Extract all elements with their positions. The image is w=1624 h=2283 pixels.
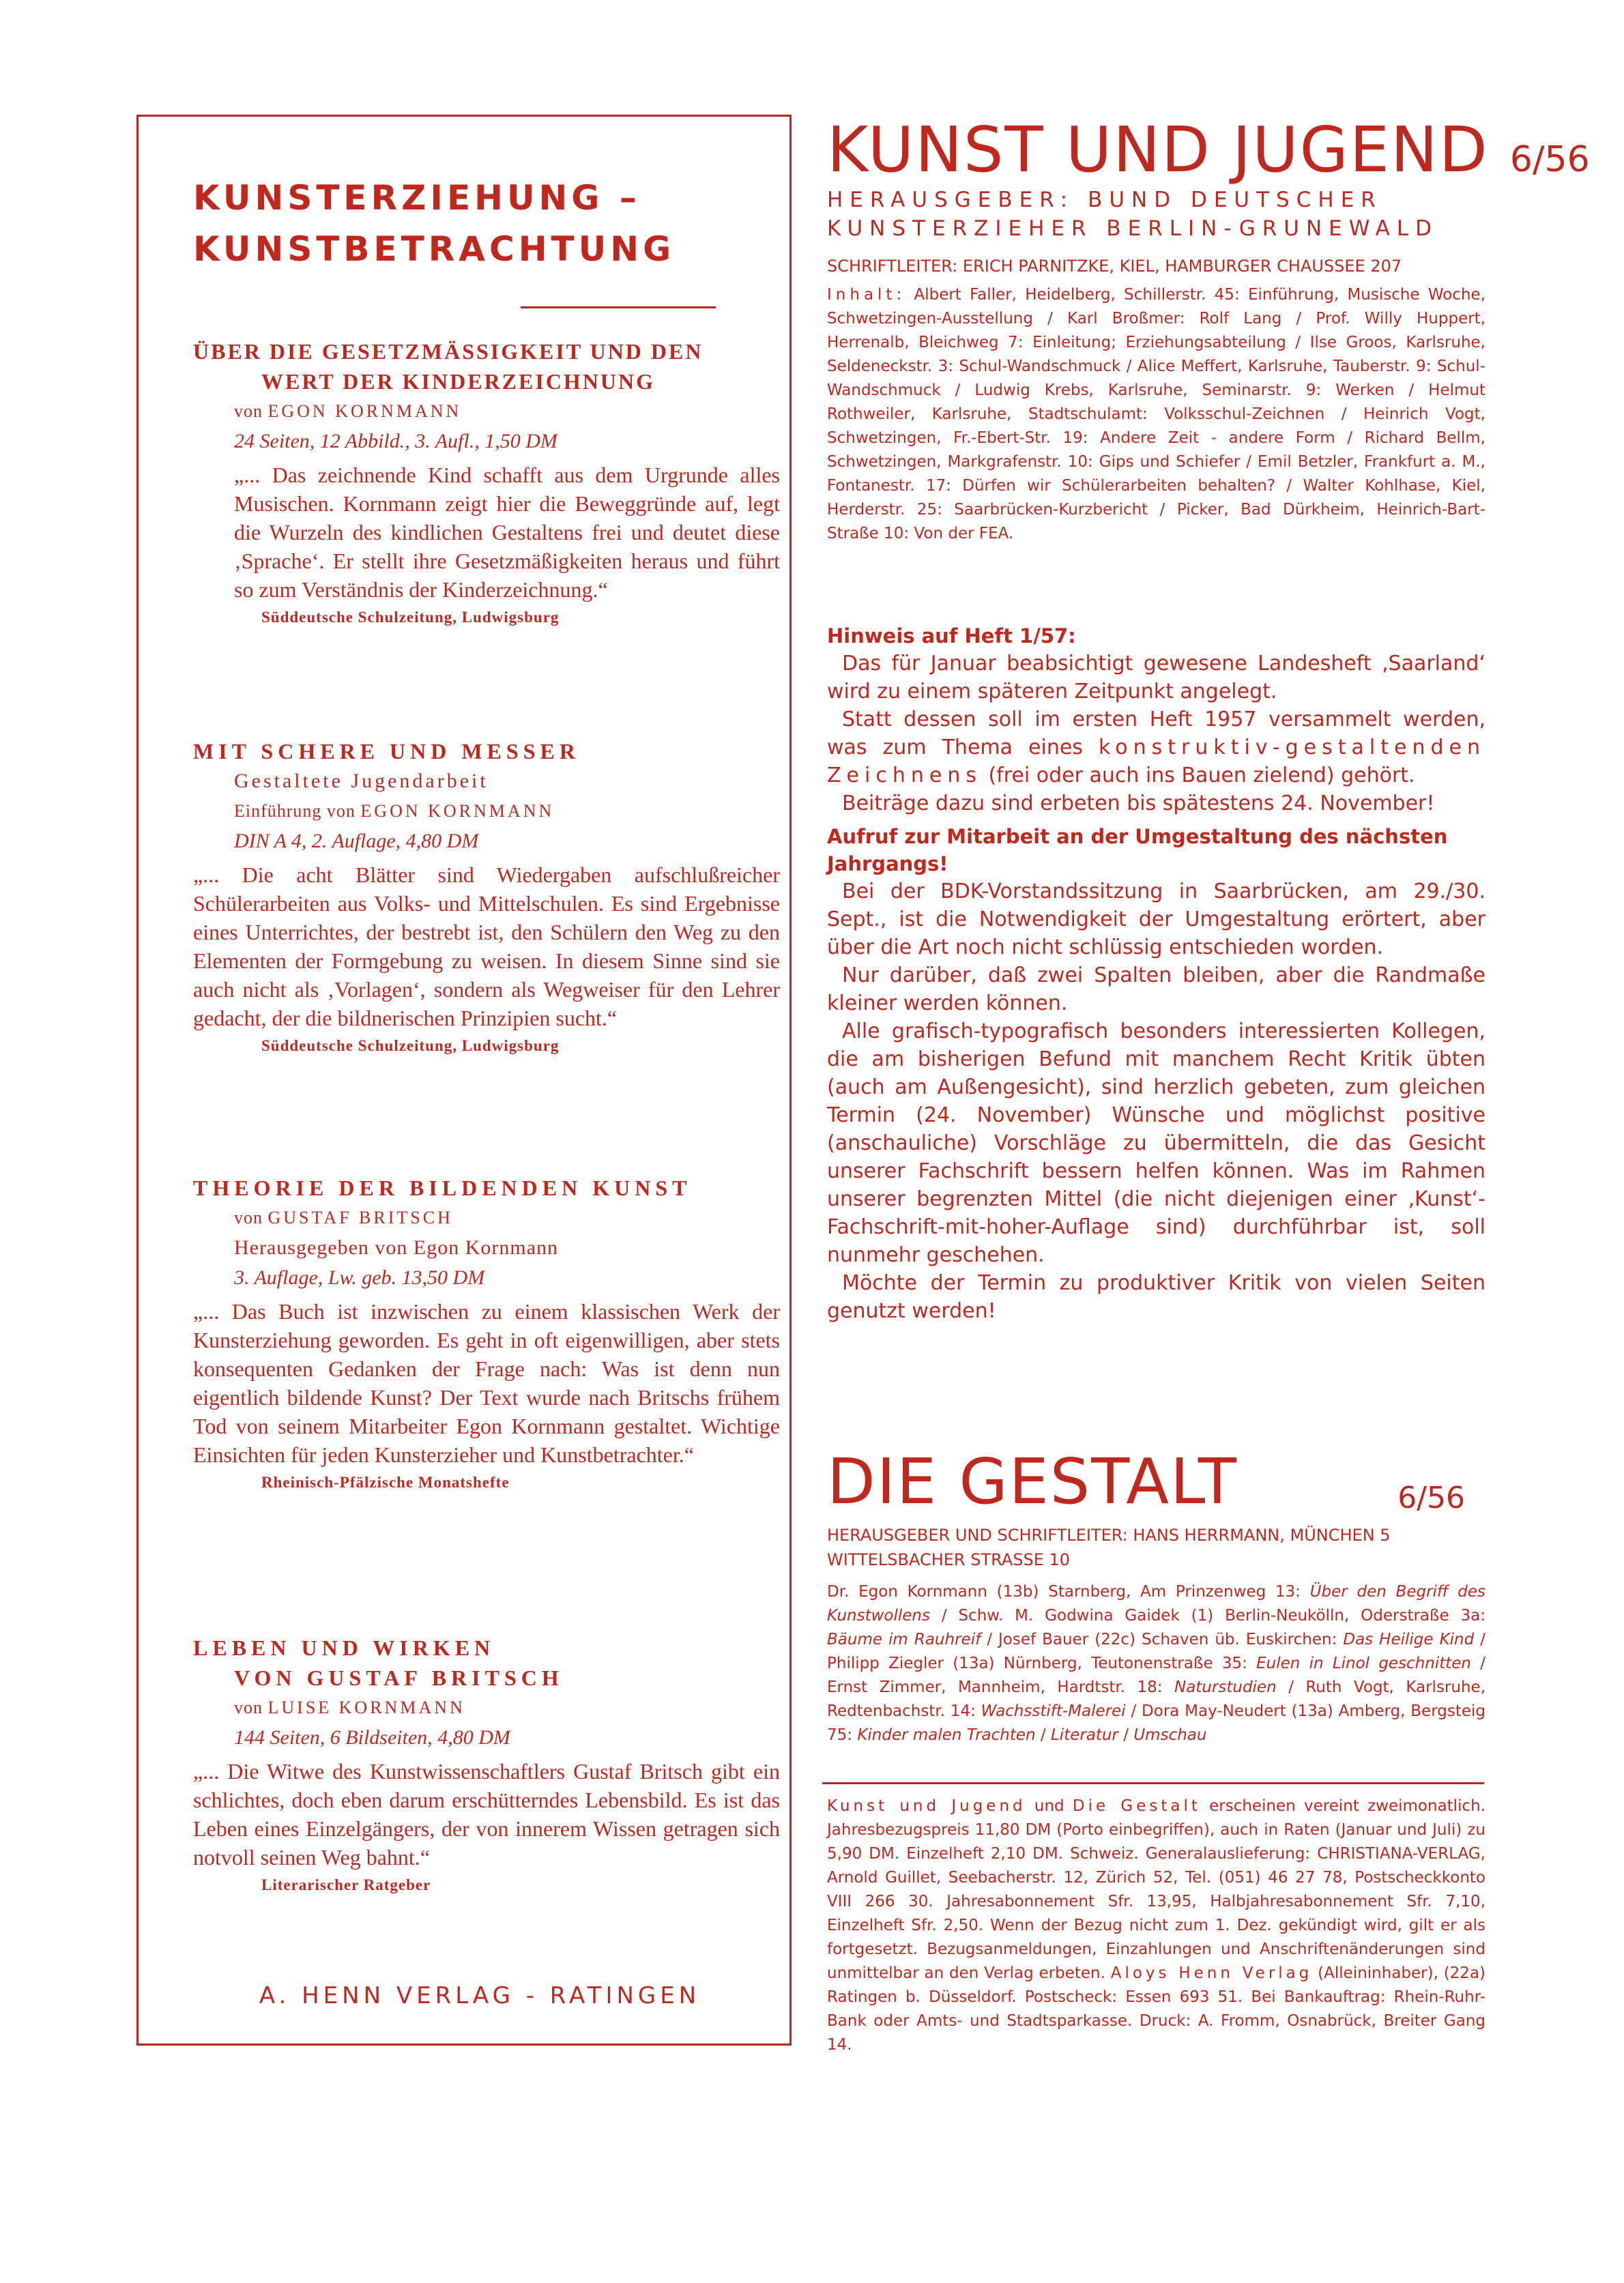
kuj-editor: SCHRIFTLEITER: ERICH PARNITZKE, KIEL, HAMBURGER CHAUSSEE 207 (827, 257, 1402, 276)
notice-paragraph: Beiträge dazu sind erbeten bis spätestens 24. November! (842, 791, 1435, 815)
book-author: von EGON KORNMANN (234, 401, 462, 421)
call-paragraph: Nur darüber, daß zwei Spalten bleiben, aber die Randmaße kleiner werden können. (827, 963, 1485, 1015)
ad-title-line2: KUNSTBETRACHTUNG (193, 229, 676, 269)
book-quote: „... Die acht Blätter sind Wiedergaben aufschlußreicher Schülerarbeiten aus Volks- und Mittelschulen. Es sind Ergebnisse eines Unterrichtes, der bestrebt ist, den Schülern den Weg zu den Elementen der Formgebung zu weisen. In diesem Sinne sind sie auch nicht als ‚Vorlagen‘, sondern als Wegweiser für den Lehrer gedacht, der die bildnerischen Prinzipien sucht.“ (193, 862, 780, 1030)
book-quote-source: Literarischer Ratgeber (261, 1876, 431, 1893)
book-quote: „... Die Witwe des Kunstwissenschaftlers Gustaf Britsch gibt ein schlichtes, doch eben darum erschütterndes Lebensbild. Es ist das Leben eines Einzelgängers, der von innerem Wissen getragen sich notvoll seinen Weg bahnt.“ (193, 1759, 780, 1870)
book-entry-theorie (193, 1173, 780, 1496)
kuj-contents-label: Inhalt: (827, 286, 906, 304)
call-paragraph: Bei der BDK-Vorstandssitzung in Saarbrücken, am 29./30. Sept., ist die Notwendigkeit der Umgestaltung erörtert, aber über die Art noch nicht schlüssig entschieden worden. (827, 879, 1485, 959)
gestalt-editor: HERAUSGEBER UND SCHRIFTLEITER: HANS HERRMANN, MÜNCHEN 5 WITTELSBACHER STRASSE 10 (827, 1526, 1391, 1569)
kuj-notice (827, 622, 1485, 1325)
ad-publisher: A. HENN VERLAG - RATINGEN (259, 1982, 701, 2009)
advertisement-box (136, 115, 792, 2046)
gestalt-contents: Dr. Egon Kornmann (13b) Starnberg, Am Prinzenweg 13: Über den Begriff des Kunstwollens / Schw. M. Godwina Gaidek (1) Berlin-Neukölln, Oderstraße 3a: Bäume im Rauhreif / Josef Bauer (22c) Schaven üb. Euskirchen: Das Heilige Kind / Philipp Ziegler (13a) Nürnberg, Teutonenstraße 35: Eulen in Linol geschnitten / Ernst Zimmer, Mannheim, Hardtstr. 18: Naturstudien / Ruth Vogt, Karlsruhe, Redtenbachstr. 14: Wachsstift-Malerei / Dora May-Neudert (13a) Amberg, Bergsteig 75: Kinder malen Trachten / Literatur / Umschau (827, 1583, 1486, 1744)
book-quote-source: Süddeutsche Schulzeitung, Ludwigsburg (261, 1037, 560, 1054)
gestalt-title: DIE GESTALT (827, 1445, 1238, 1518)
gestalt-issue: 6/56 (1397, 1481, 1465, 1515)
book-entry-kinderzeichnung (193, 336, 780, 631)
notice-paragraph: Das für Januar beabsichtigt gewesene Landesheft ‚Saarland‘ wird zu einem späteren Zeitpunkt angelegt. (827, 652, 1485, 703)
book-author: Einführung von EGON KORNMANN (234, 801, 555, 821)
book-title-line: THEORIE DER BILDENDEN KUNST (193, 1176, 692, 1200)
book-subtitle: Gestaltete Jugendarbeit (234, 770, 489, 792)
book-details: DIN A 4, 2. Auflage, 4,80 DM (234, 830, 479, 852)
book-quote-source: Rheinisch-Pfälzische Monatshefte (261, 1474, 510, 1491)
book-entry-leben-wirken (193, 1633, 780, 1899)
ad-title-line1: KUNSTERZIEHUNG – (193, 178, 641, 218)
book-quote: „... Das Buch ist inzwischen zu einem klassischen Werk der Kunsterziehung geworden. Es geht in oft eigenwilligen, aber stets konsequenten Gedanken der Frage nach: Was ist denn nun eigentlich bildende Kunst? Der Text wurde nach Britschs frühem Tod von seinem Mitarbeiter Egon Kornmann gestaltet. Wichtige Einsichten für jeden Kunsterzieher und Kunstbetrachter.“ (193, 1299, 780, 1467)
call-paragraph: Möchte der Termin zu produktiver Kritik von vielen Seiten genutzt werden! (827, 1271, 1485, 1323)
kuj-masthead (827, 113, 1590, 194)
book-author: von GUSTAF BRITSCH (234, 1208, 453, 1227)
gestalt-masthead (827, 1445, 1485, 1518)
kuj-publisher-line1: HERAUSGEBER: BUND DEUTSCHER (827, 188, 1382, 212)
book-quote: „... Das zeichnende Kind schafft aus dem Urgrunde alles Musischen. Kornmann zeigt hier die Beweggründe auf, legt die Wurzeln des kindlichen Gestaltens frei und deutet diese ‚Sprache‘. Er stellt ihre Gesetzmäßigkeiten heraus und führt so zum Verständnis der Kinderzeichnung.“ (234, 463, 780, 602)
book-title-line: LEBEN UND WIRKEN (193, 1635, 495, 1660)
kuj-publisher-line2: KUNSTERZIEHER BERLIN-GRUNEWALD (827, 216, 1439, 241)
book-title-line: VON GUSTAF BRITSCH (234, 1666, 564, 1690)
book-editor: Herausgegeben von Egon Kornmann (234, 1236, 559, 1259)
kuj-title: KUNST UND JUGEND (827, 113, 1489, 186)
call-paragraph: Alle grafisch-typografisch besonders interessierten Kollegen, die am bisherigen Befund mit manchem Recht Kritik übten (auch am Außengesicht), sind herzlich gebeten, zum gleichen Termin (24. November) Wünsche und möglichst positive (anschauliche) Vorschläge zu übermitteln, die das Gesicht unserer Fachschrift bessern helfen können. Was im Rahmen unserer begrenzten Mittel (die nicht diejenigen einer ‚Kunst‘-Fachschrift-mit-hoher-Auflage sind) durchführbar ist, soll nunmehr geschehen. (827, 1019, 1485, 1267)
kuj-contents (827, 283, 1485, 546)
book-details: 24 Seiten, 12 Abbild., 3. Aufl., 1,50 DM (234, 430, 557, 452)
book-details: 144 Seiten, 6 Bildseiten, 4,80 DM (234, 1726, 510, 1749)
book-title-line: MIT SCHERE UND MESSER (193, 739, 580, 764)
book-title-line: WERT DER KINDERZEICHNUNG (261, 369, 656, 394)
kuj-issue: 6/56 (1509, 139, 1590, 180)
book-entry-schere-messer (193, 736, 780, 1060)
notice-heading: Hinweis auf Heft 1/57: (827, 624, 1076, 648)
ad-title-rule (521, 306, 716, 308)
kuj-contents-text: Albert Faller, Heidelberg, Schillerstr. 45: Einführung, Musische Woche, Schwetzingen-Ausstellung / Karl Broßmer: Rolf Lang / Prof. Willy Huppert, Herrenalb, Bleichweg 7: Einleitung; Erziehungsabteilung / Ilse Groos, Karlsruhe, Seldeneckstr. 3: Schul-Wandschmuck / Alice Meffert, Karlsruhe, Tauberstr. 9: Schul-Wandschmuck / Ludwig Krebs, Karlsruhe, Seminarstr. 9: Werken / Helmut Rothweiler, Karlsruhe, Stadtschulamt: Volksschul-Zeichnen / Heinrich Vogt, Schwetzingen, Fr.-Ebert-Str. 19: Andere Zeit - andere Form / Richard Bellm, Schwetzingen, Markgrafenstr. 10: Gips und Schiefer / Emil Betzler, Frankfurt a. M., Fontanestr. 17: Dürfen wir Schülerarbeiten behalten? / Walter Kohlhase, Kiel, Herderstr. 25: Saarbrücken-Kurzbericht / Picker, Bad Dürkheim, Heinrich-Bart-Straße 10: Von der FEA. (827, 286, 1486, 542)
imprint: Kunst und Jugend und Die Gestalt erscheinen vereint zweimonatlich. Jahresbezugspreis 11,80 DM (Porto einbegriffen), auch in Raten (Januar und Juli) zu 5,90 DM. Einzelheft 2,10 DM. Schweiz. Generalauslieferung: CHRISTIANA-VERLAG, Arnold Guillet, Seebacherstr. 12, Zürich 52, Tel. (051) 46 27 78, Postscheckkonto VIII 266 30. Jahresabonnement Sfr. 13,95, Halbjahresabonnement Sfr. 7,10, Einzelheft Sfr. 2,50. Wenn der Bezug nicht zum 1. Dez. gekündigt wird, gilt er als fortgesetzt. Bezugsanmeldungen, Einzahlungen und Anschriftenänderungen sind unmittelbar an den Verlag erbeten. Aloys Henn Verlag (Alleininhaber), (22a) Ratingen b. Düsseldorf. Postscheck: Essen 693 51. Bei Bankauftrag: Rhein-Ruhr-Bank oder Amts- und Stadtsparkasse. Druck: A. Fromm, Osnabrück, Breiter Gang 14. (827, 1797, 1486, 2054)
book-title-line: ÜBER DIE GESETZMÄSSIGKEIT UND DEN (193, 339, 704, 364)
imprint-rule (822, 1782, 1484, 1784)
notice-paragraph: Statt dessen soll im ersten Heft 1957 versammelt werden, was zum Thema eines konstruktiv-gestaltenden Zeichnens (frei oder auch ins Bauen zielend) gehört. (827, 708, 1485, 787)
book-details: 3. Auflage, Lw. geb. 13,50 DM (234, 1266, 485, 1289)
book-author: von LUISE KORNMANN (234, 1698, 465, 1717)
call-heading: Aufruf zur Mitarbeit an der Umgestaltung des nächsten Jahrgangs! (827, 825, 1448, 875)
book-quote-source: Süddeutsche Schulzeitung, Ludwigsburg (261, 609, 560, 626)
kuj-publisher (827, 186, 1485, 243)
